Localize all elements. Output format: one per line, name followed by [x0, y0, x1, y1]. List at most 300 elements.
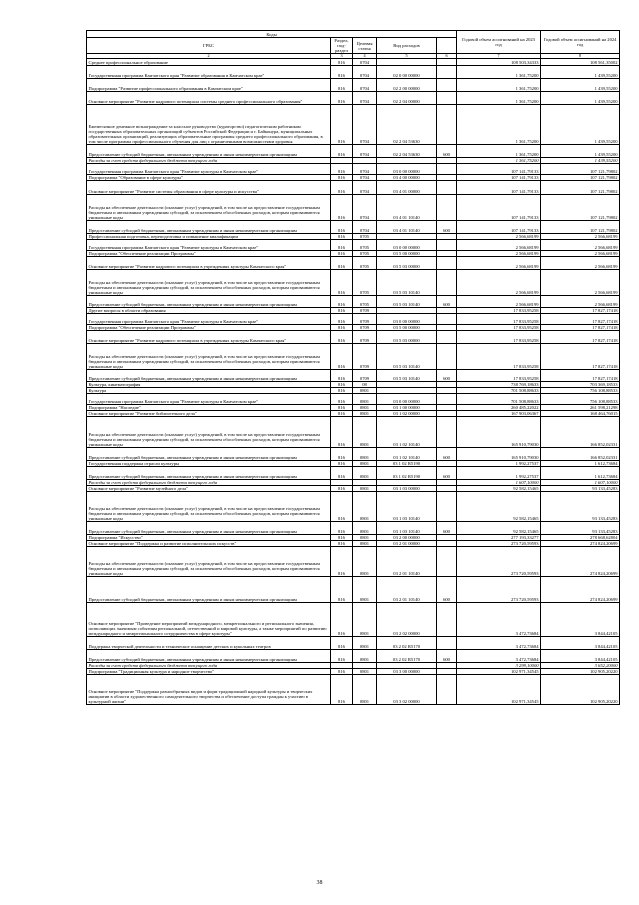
row-grbs: 816: [331, 535, 353, 541]
row-expense-type: [437, 270, 457, 296]
row-amount-2023: 2 566,68199: [457, 240, 541, 251]
row-name: Подпрограмма "Развитие профессионального образования в Камчатском крае": [87, 79, 331, 92]
row-expense-type: 600: [437, 522, 457, 535]
row-grbs: 816: [331, 344, 353, 370]
row-grbs: 816: [331, 221, 353, 234]
row-name: Государственная программа Камчатского края "Развитие культуры в Камчатском крае": [87, 314, 331, 325]
row-expense-type: [437, 181, 457, 195]
row-target-article: 03 3 02 00000: [377, 675, 437, 705]
row-amount-2024: 1 439,55200: [541, 66, 620, 79]
row-name: Подпрограмма "Искусство": [87, 535, 331, 541]
row-section: 0705: [353, 234, 377, 240]
row-name: Расходы за счет средств федерального бюджета текущего года: [87, 480, 331, 486]
row-amount-2024: 17 827,17418: [541, 308, 620, 314]
row-amount-2023: 273 720,59593: [457, 541, 541, 547]
row-section: 0801: [353, 467, 377, 480]
row-grbs: 816: [331, 603, 353, 637]
table-row: [87, 577, 620, 603]
row-amount-2023: 165 910,79030: [457, 448, 541, 461]
row-grbs: 816: [331, 448, 353, 461]
row-amount-2023: 701 508,88633: [457, 388, 541, 394]
row-grbs: 816: [331, 175, 353, 181]
row-target-article: 02 2 00 00000: [377, 79, 437, 92]
row-section: 0801: [353, 411, 377, 417]
row-name: Предоставление субсидий бюджетным, автономным учреждениям и иным некоммерческим организациям: [87, 522, 331, 535]
row-grbs: 816: [331, 382, 353, 388]
row-amount-2023: 3 472,73684: [457, 650, 541, 663]
row-amount-2023: 1 992,27537: [457, 467, 541, 480]
row-name: Расходы на обеспечение деятельности (оказание услуг) учреждений, в том числе на предоставление государственным бюджетным и автономным учреждениям субсидий, за исключением обособленных расходов, которым присваиваются уникальные коды: [87, 270, 331, 296]
row-grbs: 816: [331, 669, 353, 675]
row-name: Расходы на обеспечение деятельности (оказание услуг) учреждений, в том числе на предоставление государственным бюджетным и автономным учреждениям субсидий, за исключением обособленных расходов, которым присваиваются уникальные коды: [87, 344, 331, 370]
row-target-article: 03 4 01 10140: [377, 195, 437, 221]
row-expense-type: [437, 195, 457, 221]
row-amount-2024: 1 439,55200: [541, 105, 620, 145]
header-section: Раздел, под-раздел: [331, 38, 353, 54]
row-grbs: 816: [331, 577, 353, 603]
row-grbs: 816: [331, 270, 353, 296]
row-expense-type: [437, 105, 457, 145]
row-expense-type: [437, 344, 457, 370]
row-name: Культура, кинематография: [87, 382, 331, 388]
column-number: 7: [457, 54, 541, 59]
row-target-article: 03 2 02 R5170: [377, 637, 437, 650]
row-section: 0704: [353, 105, 377, 145]
row-amount-2024: 107 121,79802: [541, 181, 620, 195]
row-expense-type: 600: [437, 650, 457, 663]
row-target-article: 03 1 02 R5190: [377, 467, 437, 480]
row-name: Основное мероприятие "Развитие кадрового потенциала в учреждениях культуры Камчатского края": [87, 331, 331, 344]
table-row: [87, 650, 620, 663]
row-name: Расходы на обеспечение деятельности (оказание услуг) учреждений, в том числе на предоставление государственным бюджетным и автономным учреждениям субсидий, за исключением обособленных расходов, которым присваиваются уникальные коды: [87, 492, 331, 522]
row-grbs: 816: [331, 66, 353, 79]
row-section: 0709: [353, 344, 377, 370]
row-expense-type: [437, 164, 457, 175]
row-target-article: 03 1 03 10140: [377, 522, 437, 535]
row-expense-type: 600: [437, 296, 457, 308]
table-row: [87, 257, 620, 270]
row-name: Подпрограмма "Традиционная культура и народное творчество": [87, 669, 331, 675]
row-target-article: 03 1 00 00000: [377, 405, 437, 411]
row-grbs: 816: [331, 637, 353, 650]
row-section: 0704: [353, 92, 377, 105]
row-section: 0705: [353, 296, 377, 308]
row-target-article: 03 2 01 00000: [377, 541, 437, 547]
row-grbs: 816: [331, 257, 353, 270]
row-name: Предоставление субсидий бюджетным, автономным учреждениям и иным некоммерческим организациям: [87, 650, 331, 663]
row-section: 0704: [353, 164, 377, 175]
row-expense-type: [437, 492, 457, 522]
row-amount-2023: 2 566,68199: [457, 251, 541, 257]
row-name: Предоставление субсидий бюджетным, автономным учреждениям и иным некоммерческим организациям: [87, 296, 331, 308]
row-amount-2024: 168 464,76015: [541, 411, 620, 417]
table-row: [87, 492, 620, 522]
row-expense-type: 600: [437, 577, 457, 603]
row-amount-2023: 1 992,27537: [457, 461, 541, 467]
row-name: Ежемесячное денежное вознаграждение за классное руководство (кураторство) педагогическим работникам государственных образовательных организаций субъектов Российской Федерации и г. Байконура, муниципальных образовательных организаций, реализующих образовательные программы среднего профессионального образования, в том числе программы профессионального обучения для лиц с ограниченными возможностями здоровья: [87, 105, 331, 145]
row-name: Подпрограмма "Образование в сфере культуры": [87, 175, 331, 181]
budget-table: [86, 30, 620, 705]
table-row: [87, 394, 620, 405]
row-target-article: 03 5 03 10140: [377, 370, 437, 382]
row-expense-type: [437, 66, 457, 79]
row-target-article: 03 5 03 10140: [377, 344, 437, 370]
row-section: 0709: [353, 308, 377, 314]
row-name: Подпрограмма "Обеспечение реализации Программы": [87, 325, 331, 331]
row-amount-2023: 1 361,75200: [457, 66, 541, 79]
row-expense-type: [437, 240, 457, 251]
row-amount-2024: 756 108,88533: [541, 394, 620, 405]
row-expense-type: 600: [437, 467, 457, 480]
row-grbs: 816: [331, 314, 353, 325]
row-grbs: 816: [331, 405, 353, 411]
row-amount-2023: 3 299,10000: [457, 663, 541, 669]
table-header: [87, 31, 620, 59]
row-amount-2023: 1 361,75200: [457, 105, 541, 145]
row-grbs: 816: [331, 105, 353, 145]
row-expense-type: [437, 92, 457, 105]
row-grbs: 816: [331, 492, 353, 522]
table-row: [87, 331, 620, 344]
row-target-article: 03 5 00 00000: [377, 251, 437, 257]
row-target-article: 03 5 03 00000: [377, 331, 437, 344]
row-section: 0801: [353, 547, 377, 577]
row-section: 0801: [353, 405, 377, 411]
row-grbs: 816: [331, 164, 353, 175]
row-expense-type: [437, 59, 457, 66]
row-target-article: 03 1 02 10140: [377, 417, 437, 448]
row-amount-2024: 274 824,20699: [541, 541, 620, 547]
row-amount-2023: 1 607,10000: [457, 480, 541, 486]
row-target-article: 03 2 00 00000: [377, 535, 437, 541]
row-amount-2023: 1 361,75200: [457, 145, 541, 158]
row-amount-2024: 102 905,20220: [541, 669, 620, 675]
row-target-article: 03 0 00 00000: [377, 240, 437, 251]
row-amount-2023: 92 582,15465: [457, 522, 541, 535]
row-amount-2024: 2 566,68199: [541, 270, 620, 296]
row-amount-2023: 1 361,75200: [457, 158, 541, 164]
row-amount-2024: 274 824,20699: [541, 547, 620, 577]
row-amount-2024: 3 652,20000: [541, 663, 620, 669]
row-amount-2024: 1 439,55200: [541, 158, 620, 164]
row-amount-2024: 3 844,42105: [541, 603, 620, 637]
row-amount-2024: 108 561,35002: [541, 59, 620, 66]
row-expense-type: [437, 331, 457, 344]
row-amount-2023: 108 503,34333: [457, 59, 541, 66]
header-expense-type: Вид расходов: [377, 38, 437, 54]
row-name: Государственная поддержка отрасли культуры: [87, 461, 331, 467]
row-grbs: 816: [331, 486, 353, 492]
row-name: Государственная программа Камчатского края "Развитие культуры в Камчатском крае": [87, 240, 331, 251]
table-row: [87, 675, 620, 705]
header-year-2023: Годовой объем ассигнований на 2023 год: [457, 31, 541, 54]
table-row: [87, 296, 620, 308]
row-target-article: 03 0 00 00000: [377, 394, 437, 405]
row-amount-2023: 1 361,75200: [457, 92, 541, 105]
table-row: [87, 522, 620, 535]
row-amount-2024: 93 133,45283: [541, 522, 620, 535]
row-target-article: 03 4 01 10140: [377, 221, 437, 234]
row-amount-2023: 17 833,95258: [457, 344, 541, 370]
table-row: [87, 105, 620, 145]
row-name: Предоставление субсидий бюджетным, автономным учреждениям и иным некоммерческим организациям: [87, 448, 331, 461]
row-target-article: 02 2 04 53630: [377, 105, 437, 145]
row-name: Основное мероприятие "Развитие системы образования в сфере культуры и искусства": [87, 181, 331, 195]
row-section: 0704: [353, 181, 377, 195]
row-grbs: 816: [331, 467, 353, 480]
row-amount-2024: 703 369,18533: [541, 382, 620, 388]
row-section: 0705: [353, 257, 377, 270]
row-expense-type: [437, 675, 457, 705]
row-amount-2023: 260 485,22022: [457, 405, 541, 411]
row-name: Расходы за счет средств федерального бюджета текущего года: [87, 158, 331, 164]
row-amount-2024: 166 852,02331: [541, 417, 620, 448]
row-name: Основное мероприятие "Поддержка и развитие исполнительских искусств": [87, 541, 331, 547]
row-target-article: 03 0 00 00000: [377, 164, 437, 175]
table-row: [87, 195, 620, 221]
row-section: 0704: [353, 145, 377, 158]
row-section: 0704: [353, 195, 377, 221]
row-expense-type: 600: [437, 145, 457, 158]
row-expense-type: [437, 314, 457, 325]
row-amount-2024: 756 108,88533: [541, 388, 620, 394]
row-amount-2024: 3 844,42105: [541, 637, 620, 650]
row-amount-2023: 1 361,75200: [457, 79, 541, 92]
table-row: [87, 79, 620, 92]
row-amount-2023: 165 910,79030: [457, 417, 541, 448]
row-grbs: 816: [331, 79, 353, 92]
table-row: [87, 92, 620, 105]
row-section: 0705: [353, 240, 377, 251]
row-section: 0801: [353, 637, 377, 650]
row-target-article: 03 2 01 10140: [377, 547, 437, 577]
row-section: 0801: [353, 535, 377, 541]
row-grbs: 816: [331, 461, 353, 467]
row-amount-2024: 93 133,45283: [541, 486, 620, 492]
row-target-article: 03 1 03 10140: [377, 492, 437, 522]
row-expense-type: [437, 637, 457, 650]
row-expense-type: 600: [437, 221, 457, 234]
row-amount-2024: 274 824,20699: [541, 577, 620, 603]
row-amount-2023: 277 193,33277: [457, 535, 541, 541]
row-grbs: 816: [331, 181, 353, 195]
row-target-article: [377, 59, 437, 66]
row-amount-2024: 17 827,17418: [541, 344, 620, 370]
column-number: 2: [87, 54, 331, 59]
row-name: Поддержка творческой деятельности и техническое оснащение детских и кукольных театров: [87, 637, 331, 650]
row-name: Основное мероприятие "Поддержка разнообразных видов и форм традиционной народной культуры и творческих инициатив в области художественного самодеятельного творчества и обеспечение доступа граждан к участию в культурной жизни": [87, 675, 331, 705]
row-target-article: 03 5 03 00000: [377, 257, 437, 270]
row-grbs: 816: [331, 59, 353, 66]
column-number: 3: [331, 54, 353, 59]
row-target-article: 03 0 00 00000: [377, 314, 437, 325]
row-section: 0705: [353, 251, 377, 257]
row-amount-2023: 273 720,59593: [457, 547, 541, 577]
row-section: 0709: [353, 325, 377, 331]
row-amount-2023: 92 582,15465: [457, 492, 541, 522]
row-name: Культура: [87, 388, 331, 394]
row-expense-type: [437, 547, 457, 577]
row-grbs: 816: [331, 541, 353, 547]
row-name: Предоставление субсидий бюджетным, автономным учреждениям и иным некоммерческим организациям: [87, 221, 331, 234]
row-target-article: 03 1 03 00000: [377, 486, 437, 492]
row-amount-2024: 2 566,68199: [541, 257, 620, 270]
row-section: 0709: [353, 331, 377, 344]
table-body: [87, 59, 620, 705]
row-grbs: 816: [331, 92, 353, 105]
row-name: Подпрограмма "Наследие": [87, 405, 331, 411]
row-name: Предоставление субсидий бюджетным, автономным учреждениям и иным некоммерческим организациям: [87, 577, 331, 603]
row-name: Другие вопросы в области образования: [87, 308, 331, 314]
row-amount-2023: 167 903,06367: [457, 411, 541, 417]
row-section: 0704: [353, 175, 377, 181]
row-amount-2023: 3 472,73684: [457, 637, 541, 650]
row-amount-2024: 107 121,79802: [541, 175, 620, 181]
table-row: [87, 59, 620, 66]
row-name: Государственная программа Камчатского края "Развитие культуры в Камчатском крае": [87, 394, 331, 405]
row-grbs: 816: [331, 394, 353, 405]
row-amount-2024: 17 827,17418: [541, 314, 620, 325]
row-target-article: 03 4 00 00000: [377, 175, 437, 181]
row-section: 0801: [353, 417, 377, 448]
row-amount-2024: 1 439,55200: [541, 92, 620, 105]
row-section: 0704: [353, 66, 377, 79]
row-name: Расходы на обеспечение деятельности (оказание услуг) учреждений, в том числе на предоставление государственным бюджетным и автономным учреждениям субсидий, за исключением обособленных расходов, которым присваиваются уникальные коды: [87, 195, 331, 221]
row-name: Основное мероприятие "Развитие кадрового потенциала в учреждениях культуры Камчатского края": [87, 257, 331, 270]
row-grbs: 816: [331, 675, 353, 705]
row-amount-2023: 107 141,79133: [457, 175, 541, 181]
row-section: 0801: [353, 577, 377, 603]
table-row: [87, 66, 620, 79]
row-amount-2024: 1 607,10000: [541, 480, 620, 486]
row-amount-2023: 107 141,79133: [457, 164, 541, 175]
row-amount-2023: 738 769,18633: [457, 382, 541, 388]
row-section: 0704: [353, 79, 377, 92]
row-target-article: 03 4 01 00000: [377, 181, 437, 195]
table-row: [87, 221, 620, 234]
row-grbs: 816: [331, 240, 353, 251]
row-name: Подпрограмма "Обеспечение реализации Программы": [87, 251, 331, 257]
table-row: [87, 448, 620, 461]
header-year-2024: Годовой объем ассигнований на 2024 год: [541, 31, 620, 54]
row-target-article: 03 1 02 10140: [377, 448, 437, 461]
row-section: 0801: [353, 541, 377, 547]
row-section: 0801: [353, 486, 377, 492]
row-amount-2024: 102 905,20220: [541, 675, 620, 705]
row-target-article: 03 5 03 10140: [377, 270, 437, 296]
header-target-article: Целевая статья: [353, 38, 377, 54]
row-grbs: 816: [331, 650, 353, 663]
row-grbs: 816: [331, 296, 353, 308]
table-row: [87, 417, 620, 448]
row-amount-2024: 261 598,21298: [541, 405, 620, 411]
row-amount-2023: 102 971,34545: [457, 675, 541, 705]
row-name: Предоставление субсидий бюджетным, автономным учреждениям и иным некоммерческим организациям: [87, 467, 331, 480]
row-amount-2024: 17 827,17418: [541, 370, 620, 382]
row-amount-2023: 107 141,79133: [457, 221, 541, 234]
row-amount-2023: 2 566,68199: [457, 270, 541, 296]
table-row: [87, 547, 620, 577]
row-target-article: 03 2 01 10140: [377, 577, 437, 603]
row-amount-2024: 1 612,73684: [541, 467, 620, 480]
row-expense-type: [437, 79, 457, 92]
row-grbs: 816: [331, 522, 353, 535]
row-amount-2023: 701 508,88633: [457, 394, 541, 405]
row-target-article: 03 3 00 00000: [377, 669, 437, 675]
row-target-article: 03 1 02 00000: [377, 411, 437, 417]
row-name: Основное мероприятие "Проведение мероприятий международного, межрегионального и регионального значения, позволяющих значимым событиям региональной, отечественной и мировой культуры, а также мероприятий по развитию международного и межрегионального сотрудничества в сфере культуры": [87, 603, 331, 637]
row-amount-2024: 2 566,68199: [541, 240, 620, 251]
row-section: 0801: [353, 461, 377, 467]
header-codes: Коды: [87, 31, 457, 38]
row-grbs: 816: [331, 195, 353, 221]
header-grbs: ГРБС: [87, 38, 331, 54]
row-name: Государственная программа Камчатского края "Развитие культуры в Камчатском крае": [87, 164, 331, 175]
row-grbs: 816: [331, 145, 353, 158]
row-section: 0709: [353, 370, 377, 382]
row-amount-2024: 1 439,55200: [541, 145, 620, 158]
row-amount-2023: 102 971,34545: [457, 669, 541, 675]
row-name: Среднее профессиональное образование: [87, 59, 331, 66]
row-target-article: 03 2 02 R5170: [377, 650, 437, 663]
row-section: 0704: [353, 59, 377, 66]
row-grbs: 816: [331, 547, 353, 577]
row-expense-type: [437, 394, 457, 405]
row-expense-type: 600: [437, 370, 457, 382]
page-number: 38: [316, 880, 323, 886]
row-target-article: 03 5 00 00000: [377, 325, 437, 331]
row-target-article: 03 5 03 10140: [377, 296, 437, 308]
table-row: [87, 145, 620, 158]
row-name: Расходы за счет средств федерального бюджета текущего года: [87, 663, 331, 669]
row-target-article: 03 1 02 R5190: [377, 461, 437, 467]
row-amount-2023: 3 472,73684: [457, 603, 541, 637]
row-section: 0705: [353, 270, 377, 296]
row-section: 0801: [353, 675, 377, 705]
row-amount-2023: 107 141,79133: [457, 195, 541, 221]
row-amount-2024: 2 566,68199: [541, 296, 620, 308]
row-name: Государственная программа Камчатского края "Развитие образования в Камчатском крае": [87, 66, 331, 79]
row-name: Предоставление субсидий бюджетным, автономным учреждениям и иным некоммерческим организациям: [87, 370, 331, 382]
row-section: 0801: [353, 603, 377, 637]
row-grbs: 816: [331, 325, 353, 331]
row-amount-2023: 17 833,95258: [457, 308, 541, 314]
table-row: [87, 314, 620, 325]
row-amount-2023: 2 566,68199: [457, 257, 541, 270]
row-section: 08: [353, 382, 377, 388]
table-row: [87, 370, 620, 382]
table-row: [87, 240, 620, 251]
row-amount-2024: 166 852,02331: [541, 448, 620, 461]
row-amount-2023: 2 566,68199: [457, 234, 541, 240]
row-expense-type: [437, 417, 457, 448]
column-number: 6: [437, 54, 457, 59]
row-section: 0704: [353, 221, 377, 234]
row-name: Основное мероприятие "Развитие библиотечного дела": [87, 411, 331, 417]
row-name: Расходы на обеспечение деятельности (оказание услуг) учреждений, в том числе на предоставление государственным бюджетным и автономным учреждениям субсидий, за исключением обособленных расходов, которым присваиваются уникальные коды: [87, 547, 331, 577]
row-amount-2024: 93 133,45283: [541, 492, 620, 522]
row-target-article: 02 2 04 00000: [377, 92, 437, 105]
row-amount-2024: 107 121,79802: [541, 164, 620, 175]
row-amount-2023: 92 582,15465: [457, 486, 541, 492]
column-number: 4: [353, 54, 377, 59]
row-section: 0709: [353, 314, 377, 325]
table-row: [87, 270, 620, 296]
table-row: [87, 603, 620, 637]
row-grbs: 816: [331, 370, 353, 382]
row-grbs: 816: [331, 251, 353, 257]
row-amount-2023: 17 833,95258: [457, 325, 541, 331]
